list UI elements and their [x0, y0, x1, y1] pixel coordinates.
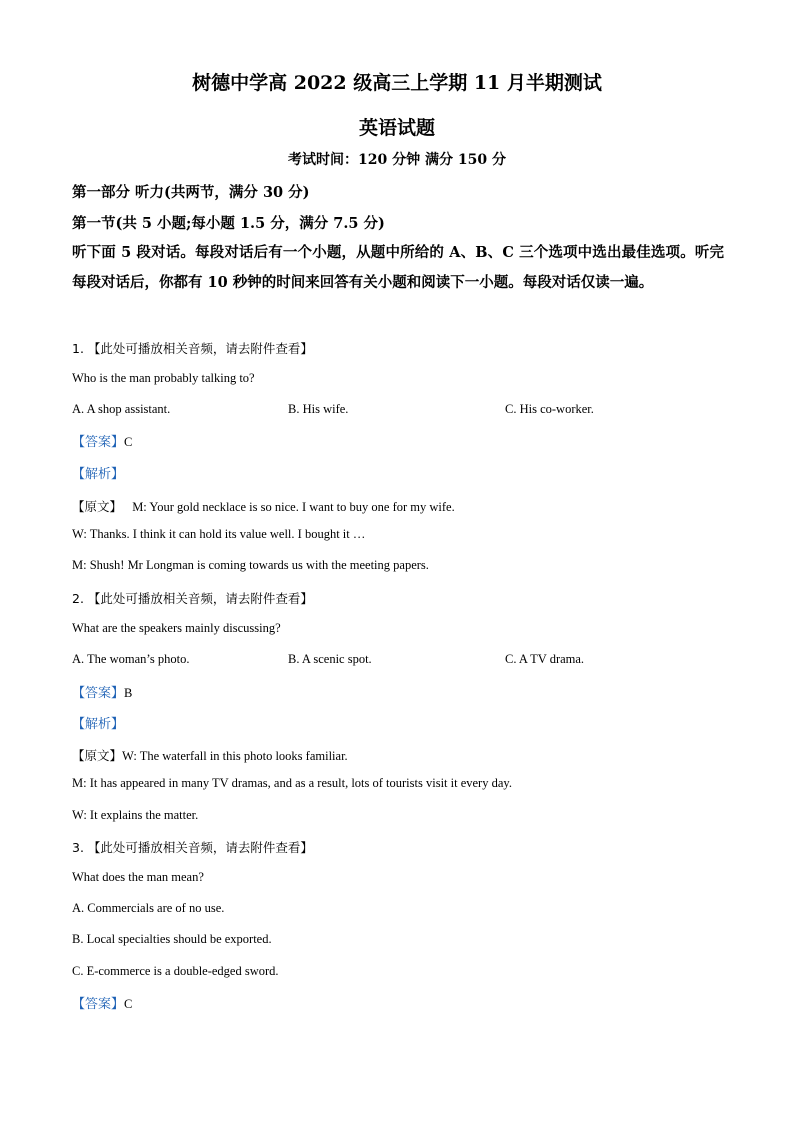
- q3-option-c: C. E-commerce is a double-edged sword.: [72, 964, 279, 978]
- q1-transcript-line-2: W: Thanks. I think it can hold its value well. I bought it …: [72, 527, 366, 541]
- answer-value: C: [124, 435, 133, 449]
- q3-answer: [72, 993, 132, 1012]
- q1-analysis-label: 【解析】: [72, 467, 125, 482]
- q1-option-a: A. A shop assistant.: [72, 402, 171, 416]
- q1-transcript-line-1: 【原文】 M: Your gold necklace is so nice. I want to buy one for my wife.: [72, 499, 455, 514]
- transcript-label: 【原文】: [72, 499, 123, 514]
- answer-label: 【答案】: [72, 435, 125, 450]
- answer-label: 【答案】: [72, 997, 125, 1012]
- exam-title: 树德中学高 2022 级高三上学期 11 月半期测试: [192, 72, 602, 94]
- q2-transcript-line-1: 【原文】W: The waterfall in this photo looks familiar.: [72, 748, 348, 763]
- q1-transcript-line-3: M: Shush! Mr Longman is coming towards us with the meeting papers.: [72, 558, 429, 572]
- q2-option-c: C. A TV drama.: [505, 652, 585, 666]
- q3-question: What does the man mean?: [72, 870, 204, 884]
- q2-header[interactable]: 2. 【此处可播放相关音频，请去附件查看】: [72, 591, 313, 606]
- answer-label: 【答案】: [72, 686, 125, 701]
- q2-analysis-label: 【解析】: [72, 717, 125, 732]
- q2-question: What are the speakers mainly discussing?: [72, 621, 281, 635]
- subject-title: 英语试题: [358, 117, 435, 139]
- q3-header[interactable]: 3. 【此处可播放相关音频，请去附件查看】: [72, 840, 313, 855]
- answer-value: C: [124, 997, 133, 1011]
- q2-option-a: A. The woman’s photo.: [72, 652, 190, 666]
- q1-option-b: B. His wife.: [288, 402, 349, 416]
- exam-info: 考试时间：120 分钟 满分 150 分: [288, 152, 506, 168]
- transcript-label: 【原文】: [72, 748, 123, 763]
- part-heading: 第一部分 听力(共两节，满分 30 分): [72, 184, 310, 201]
- q1-option-c: C. His co-worker.: [505, 402, 594, 416]
- q2-answer: [72, 682, 132, 701]
- q1-header[interactable]: 1. 【此处可播放相关音频，请去附件查看】: [72, 341, 313, 356]
- q2-transcript-line-2: M: It has appeared in many TV dramas, and as a result, lots of tourists visit it every day.: [72, 776, 512, 790]
- q2-option-b: B. A scenic spot.: [288, 652, 372, 666]
- q1-question: Who is the man probably talking to?: [72, 371, 255, 385]
- listening-instructions: 听下面 5 段对话。每段对话后有一个小题，从题中所给的 A、B、C 三个选项中选出最佳选项。听完每段对话后，你都有 10 秒钟的时间来回答有关小题和阅读下一小题。每段对话仅读一遍。: [72, 244, 724, 291]
- q3-option-a: A. Commercials are of no use.: [72, 901, 225, 915]
- q2-transcript-line-3: W: It explains the matter.: [72, 808, 199, 822]
- q3-option-b: B. Local specialties should be exported.: [72, 932, 272, 946]
- answer-value: B: [124, 686, 133, 700]
- section-heading: 第一节(共 5 小题;每小题 1.5 分，满分 7.5 分): [72, 215, 385, 232]
- q1-answer: [72, 431, 132, 450]
